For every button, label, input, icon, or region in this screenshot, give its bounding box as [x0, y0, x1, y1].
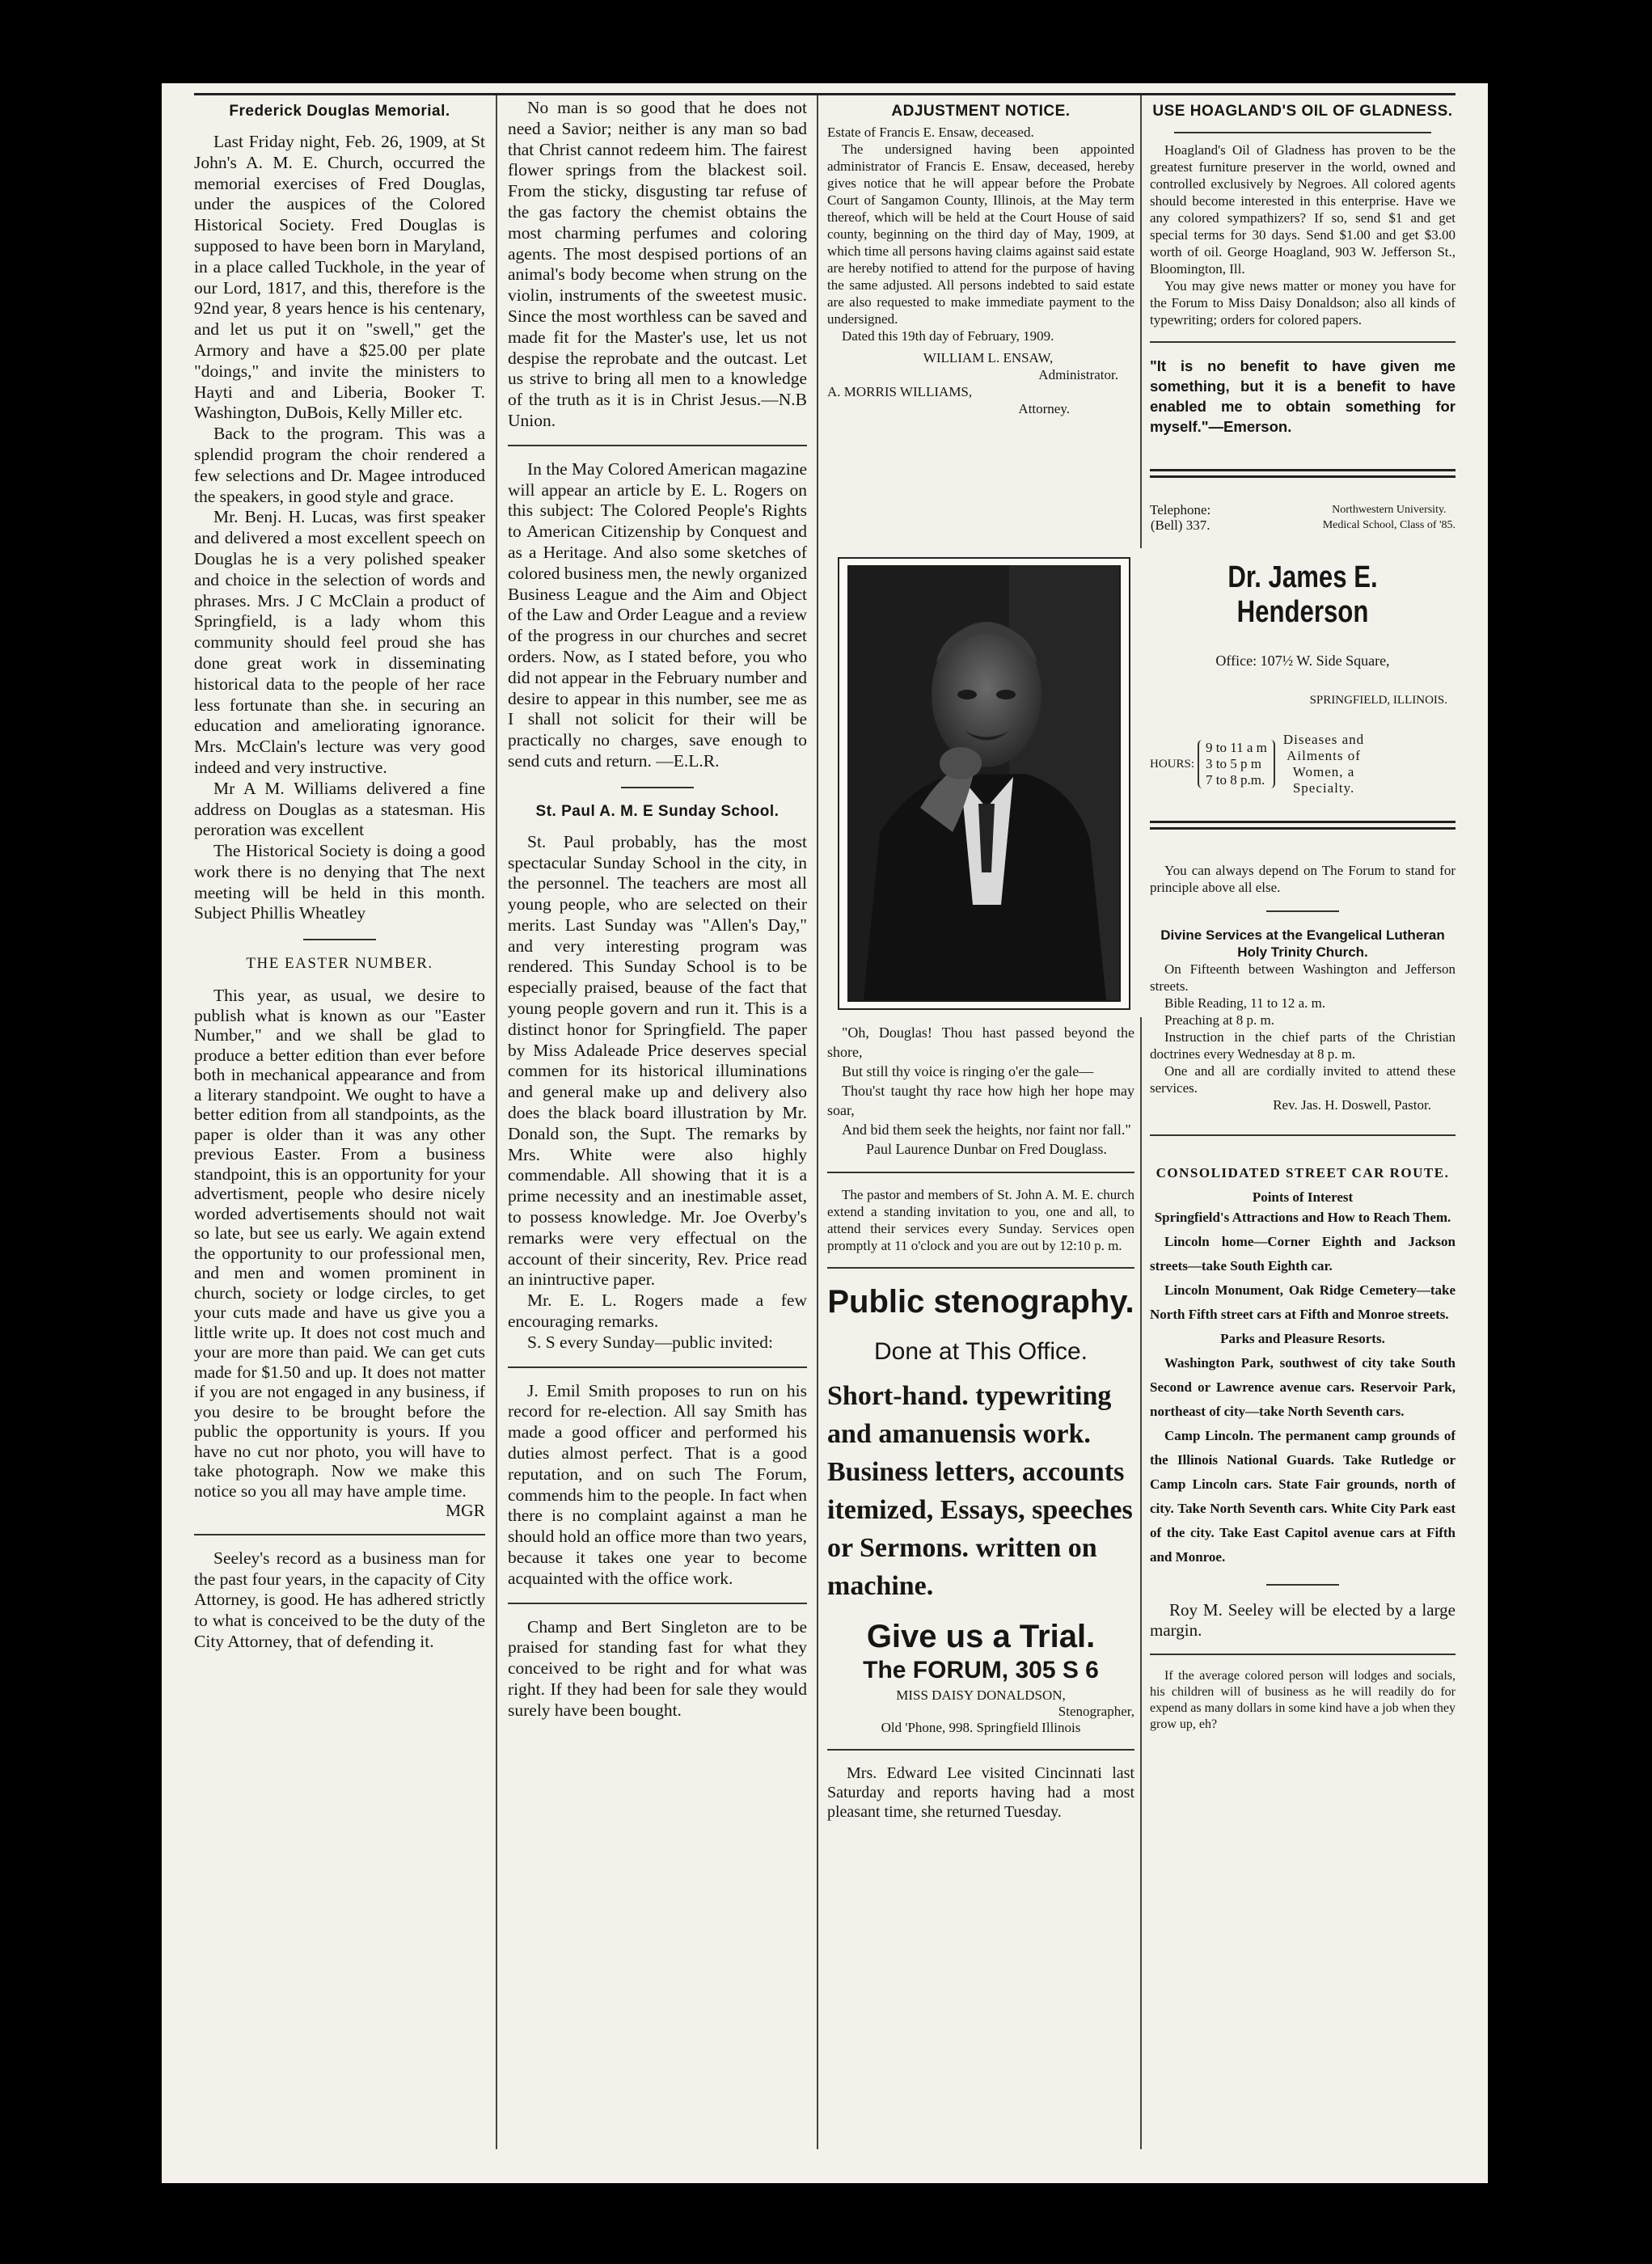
forum-address: The FORUM, 305 S 6 [863, 1657, 1099, 1683]
estate-line: Estate of Francis E. Ensaw, deceased. [827, 125, 1034, 140]
parks-subtitle: Parks and Pleasure Resorts. [1220, 1331, 1385, 1346]
service-line: Preaching at 8 p. m. [1164, 1012, 1274, 1028]
administrator-name: WILLIAM L. ENSAW, [923, 350, 1054, 365]
singleton-article [508, 1617, 807, 1721]
article-paragraph: Dated this 19th day of February, 1909. [842, 328, 1054, 344]
attractions-subtitle: Springfield's Attractions and How to Reach Them. [1154, 1210, 1451, 1225]
may-article [508, 459, 807, 772]
article-paragraph: No man is so good that he does not need a Savior; neither is any man so bad that Christ cannot redeem him. The fairest flower springs from the blackest soil. From the sticky, disgusting tar refuse of the gas factory the chemist obtains the most charming perfumes and coloring agents. The most despised portions of an animal's body become when strung on the violin, instruments of the sweetest music. Since the most worthless can be saved and made fit for the Master's use, let us not despise the reprobate and the outcast. Let us strive to bring all men to a knowledge of the truth as it is in Christ Jesus.—N.B Union. [508, 98, 807, 430]
pastor-invitation [827, 1186, 1134, 1254]
section-rule [827, 1172, 1134, 1173]
street-car-title: CONSOLIDATED STREET CAR ROUTE. [1156, 1165, 1450, 1181]
memorial-article [194, 132, 485, 924]
hours-row: 7 to 8 p.m. [1206, 772, 1265, 788]
service-line: On Fifteenth between Washington and Jefferson streets. [1150, 961, 1456, 994]
section-rule [1150, 1654, 1456, 1655]
route-line: Camp Lincoln. The permanent camp grounds of the Illinois National Guards. Take Rutledge or Camp Lincoln cars. State Fair grounds, north of city. Take North Seventh cars. White City Park east of the city. Take East Capitol avenue cars at Fifth and Monroe. [1150, 1428, 1456, 1565]
article-paragraph: Mr. E. L. Rogers made a few encouraging remarks. [508, 1290, 807, 1332]
stenography-headline: Public stenography. [827, 1284, 1134, 1320]
poem-line: But still thy voice is ringing o'er the gale— [842, 1063, 1094, 1079]
doctor-name: Dr. James E. Henderson [1227, 560, 1378, 629]
section-rule [303, 939, 376, 940]
henderson-bottom-rule [1150, 821, 1456, 830]
poem-line: Thou'st taught thy race how high her hope may soar, [827, 1083, 1134, 1118]
street-car-routes [1150, 1230, 1456, 1569]
column-2 [508, 98, 807, 2183]
portrait-image [847, 565, 1121, 1002]
article-paragraph: The undersigned having been appointed administrator of Francis E. Ensaw, deceased, hereby gives notice that he will appear before the Probate Court of Sangamon County, Illinois, at the May term thereof, which will be held at the Court House of said county, beginning on the third day of May, 1909, at which time all persons having claims against said estate are hereby notified to attend for the purpose of having the same adjusted. All persons indebted to said estate are also requested to make immediate payment to the undersigned. [827, 142, 1134, 327]
article-paragraph: S. S every Sunday—public invited: [527, 1332, 773, 1352]
section-rule [1174, 132, 1431, 133]
stenography-ad [827, 1282, 1134, 1736]
pastor-signature: Rev. Jas. H. Doswell, Pastor. [1273, 1097, 1431, 1113]
top-rule [194, 93, 1456, 95]
article-paragraph: Back to the program. This was a splendid program the choir rendered a few selections and Dr. Magee introduced the speakers, in good style and grace. [194, 424, 485, 506]
office-city: SPRINGFIELD, ILLINOIS. [1309, 694, 1447, 707]
article-paragraph: Mr A M. Williams delivered a fine address on Douglas as a statesman. His peroration was excellent [194, 778, 485, 840]
article-paragraph: Last Friday night, Feb. 26, 1909, at St John's A. M. E. Church, occurred the memorial exercises of Fred Douglas, under the auspices of the Colored Historical Society. Fred Douglas is supposed to have been born in Maryland, in a place called Tuckhole, in the year of our Lord, 1817, and this, therefore is the 92nd year, 8 years hence is his centenary, and let us put it on "swell," get the Armory and have a $25.00 per plate "doings," and invite the ministers to Hayti and and Liberia, Booker T. Washington, DuBois, Kelly Miller etc. [194, 132, 485, 423]
henderson-ad [1150, 478, 1456, 796]
smith-article [508, 1381, 807, 1590]
article-paragraph: You may give news matter or money you have for the Forum to Miss Daisy Donaldson; also all kinds of typewriting; orders for colored papers. [1150, 278, 1456, 327]
savior-article [508, 98, 807, 432]
administrator-title: Administrator. [1038, 367, 1118, 382]
attorney-title: Attorney. [1018, 401, 1070, 416]
article-paragraph: Hoagland's Oil of Gladness has proven to be the greatest furniture preserver in the world, owned and controlled exclusively by Negroes. All colored agents should become interested in this enterprise. Have we any colored sympathizers? If so, send $1 and get special terms for 30 days. Send $1.00 and get $3.00 worth of oil. George Hoagland, 903 W. Jefferson St., Bloomington, Ill. [1150, 142, 1456, 277]
telephone-label: Telephone: [1150, 502, 1211, 517]
medical-school: Medical School, Class of '85. [1322, 519, 1456, 531]
section-rule [1266, 910, 1339, 912]
route-line: Lincoln home—Corner Eighth and Jackson streets—take South Eighth car. [1150, 1234, 1456, 1274]
attorney-name: A. MORRIS WILLIAMS, [827, 384, 973, 399]
column-4 [1150, 98, 1456, 2183]
article-paragraph: Mr. Benj. H. Lucas, was first speaker and delivered a most excellent speech on Douglas he is a very polished speaker and choice in the selection of words and phrases. Mrs. J C McClain a product of Springfield, is a lady whom this community should feel proud she has done great work in disseminating historical data to the people of her race less fortunate than she. in securing an education and ameliorating ignorance. Mrs. McClain's lecture was very good indeed and very instructive. [194, 507, 485, 777]
stenography-done: Done at This Office. [873, 1338, 1088, 1365]
article-paragraph: Mrs. Edward Lee visited Cincinnati last Saturday and reports having had a most pleasant time, she returned Tuesday. [827, 1764, 1134, 1821]
column-1 [194, 98, 485, 2183]
specialty-line: Specialty. [1292, 780, 1355, 796]
article-paragraph: J. Emil Smith proposes to run on his record for re-election. All say Smith has made a good officer and performed his duties almost perfect. That is a good reputation, and on such The Forum, commends him to the people. In fact when there is no complaint against a man he should hold an office more than two years, because it takes one year to become acquainted with the office work. [508, 1380, 807, 1588]
article-paragraph: The Historical Society is doing a good work there is no denying that The next meeting will be held in this month. Subject Phillis Wheatley [194, 841, 485, 923]
service-line: One and all are cordially invited to attend these services. [1150, 1063, 1456, 1096]
article-paragraph: The pastor and members of St. John A. M. E. church extend a standing invitation to you, one and all, to attend their services every Sunday. Services open promptly at 11 o'clock and you are out by 12:10 p. m. [827, 1187, 1134, 1253]
route-line: Lincoln Monument, Oak Ridge Cemetery—take North Fifth street cars at Fifth and Monroe streets. [1150, 1282, 1456, 1322]
average-person-note [1150, 1668, 1456, 1733]
forum-principle [1150, 862, 1456, 896]
hours-row: 3 to 5 p m [1206, 756, 1261, 771]
adjustment-title: ADJUSTMENT NOTICE. [891, 103, 1071, 120]
section-rule [508, 445, 807, 446]
poem-credit: Paul Laurence Dunbar on Fred Douglass. [866, 1141, 1107, 1157]
section-rule [827, 1749, 1134, 1751]
portrait-photo [838, 557, 1130, 1010]
hoagland-title: USE HOAGLAND'S OIL OF GLADNESS. [1152, 103, 1453, 120]
section-rule [508, 1603, 807, 1604]
easter-article [194, 986, 485, 1521]
poem-line: And bid them seek the heights, nor faint nor fall." [842, 1121, 1131, 1138]
portrait-figure [847, 565, 1119, 1000]
douglas-poem [827, 1023, 1134, 1159]
sunday-school-title: St. Paul A. M. E Sunday School. [535, 802, 780, 820]
section-rule [1150, 1134, 1456, 1136]
column-rule [496, 95, 497, 2149]
lee-article [827, 1763, 1134, 1822]
specialty-line: Ailments of [1287, 748, 1361, 763]
hours-label: HOURS: [1150, 758, 1195, 771]
article-paragraph: Champ and Bert Singleton are to be praised for standing fast for what they conceived to be right and for what was right. If they had been for sale they would surely have been bought. [508, 1616, 807, 1720]
stenography-trial: Give us a Trial. [866, 1619, 1096, 1654]
service-line: Bible Reading, 11 to 12 a. m. [1164, 995, 1326, 1011]
divine-services [1150, 961, 1456, 1113]
office-address: Office: 107½ W. Side Square, [1215, 653, 1390, 669]
section-rule [827, 1267, 1134, 1269]
henderson-top-rule [1150, 469, 1456, 478]
stenographer-name: MISS DAISY DONALDSON, [896, 1687, 1066, 1703]
stenographer-phone: Old 'Phone, 998. Springfield Illinois [881, 1720, 1081, 1735]
stenography-services: Short-hand. typewriting and amanuensis work. Business letters, accounts itemized, Essays, speeches or Sermons. written on machine. [827, 1381, 1133, 1601]
specialty-line: Women, a [1292, 764, 1355, 779]
service-line: Instruction in the chief parts of the Christian doctrines every Wednesday at 8 p. m. [1150, 1029, 1456, 1062]
article-paragraph: You can always depend on The Forum to stand for principle above all else. [1150, 863, 1456, 895]
adjustment-notice [827, 124, 1134, 417]
section-rule [508, 1366, 807, 1368]
article-paragraph: Seeley's record as a business man for the past four years, in the capacity of City Attorney, is good. He has adhered strictly to what is conceived to be the duty of the City Attorney, that of defending it. [194, 1548, 485, 1651]
stenographer-role: Stenographer, [1058, 1704, 1134, 1719]
points-of-interest: Points of Interest [1252, 1189, 1354, 1205]
hours-row: 9 to 11 a m [1206, 740, 1267, 755]
section-rule [1266, 1584, 1339, 1586]
seeley-elected [1150, 1600, 1456, 1641]
seeley-article [194, 1548, 485, 1653]
signature: MGR [446, 1501, 485, 1521]
newspaper-page [162, 83, 1488, 2183]
article-paragraph: This year, as usual, we desire to publish what is known as our "Easter Number," and we shall be glad to produce a better edition than ever before both in mechanical appearance and from a literary standpoint. We ought to have a better edition from all standpoints, as the paper is older than it was any other previous Easter. From a business standpoint, this is an opportunity for your advertisment, people who desire nicely worded advertisements should not wait so late, but see us early. We again extend the opportunity to our professional men, and men and women prominent in church, society or lodge circles, to get your cuts made and have us give you a little write up. It does not cost much and your are more than paid. We can get cuts made for $1.50 and up. It does not matter if you are not engaged in any business, if you desire to be brought before the public the opportunity is yours. If you have no cut nor photo, you will have to take photograph. Now we make this notice so you all may have ample time. [194, 986, 485, 1501]
article-paragraph: St. Paul probably, has the most spectacular Sunday School in the city, in the personnel. The teachers are most all young people, who are selected on their merits. Last Sunday was "Allen's Day," and very interesting program was rendered. This Sunday School is to be especially praised, beause of the fact that young people govern and run it. This is a distinct honor for Springfield. The paper by Miss Adaleade Price deserves special commen for its historical illuminations and general make up and delivery also does the black board illustration by Mr. Donald son, the Supt. The remarks by Mrs. White were also highly commendable. All showing that it is a prime necessity and an inestimable asset, to possess knowledge. Mr. Joe Overby's remarks were very effectual on the account of their sincerity, Rev. Price read an inintructive paper. [508, 831, 807, 1290]
divine-services-title: Divine Services at the Evangelical Lutheran Holy Trinity Church. [1160, 927, 1445, 960]
emerson-quote: "It is no benefit to have given me something, but it is a benefit to have enabled me to obtain something for myself."—Emerson. [1150, 357, 1456, 435]
article-paragraph: Roy M. Seeley will be elected by a large margin. [1150, 1600, 1456, 1640]
hoagland-ad [1150, 142, 1456, 328]
section-rule [621, 787, 694, 788]
route-line: Washington Park, southwest of city take South Second or Lawrence avenue cars. Reservoir Park, northeast of city—take North Seventh cars. [1150, 1355, 1456, 1419]
column-3-lower [827, 1023, 1134, 2183]
section-rule [1150, 341, 1456, 343]
article-paragraph: In the May Colored American magazine will appear an article by E. L. Rogers on this subject: The Colored People's Rights to American Citizenship by Conquest and as a Heritage. And also some sketches of colored business men, the newly organized Business League and the Aim and Object of the Law and Order League and a review of the progress in our churches and secret orders. Now, as I stated before, you who did not appear in the February number and desire to appear in this number, see me as I shall not solicit for their will be practically no charges, save enough to send cuts and return. —E.L.R. [508, 458, 807, 771]
specialty-line: Diseases and [1282, 732, 1365, 747]
sunday-school-article [508, 832, 807, 1354]
section-rule [194, 1534, 485, 1535]
telephone-value: (Bell) 337. [1150, 517, 1210, 533]
column-rule [817, 95, 818, 2149]
column-rule [1140, 1017, 1142, 2149]
column-rule [1140, 95, 1142, 548]
university-name: Northwestern University. [1332, 504, 1447, 516]
poem-line: "Oh, Douglas! Thou hast passed beyond the shore, [827, 1024, 1134, 1060]
easter-title: THE EASTER NUMBER. [246, 955, 433, 973]
memorial-title: Frederick Douglas Memorial. [229, 103, 450, 120]
article-paragraph: If the average colored person will lodges and socials, his children will of business as he will readily do for expend as many dollars in some kind have a job when they grow up, eh? [1150, 1669, 1456, 1731]
